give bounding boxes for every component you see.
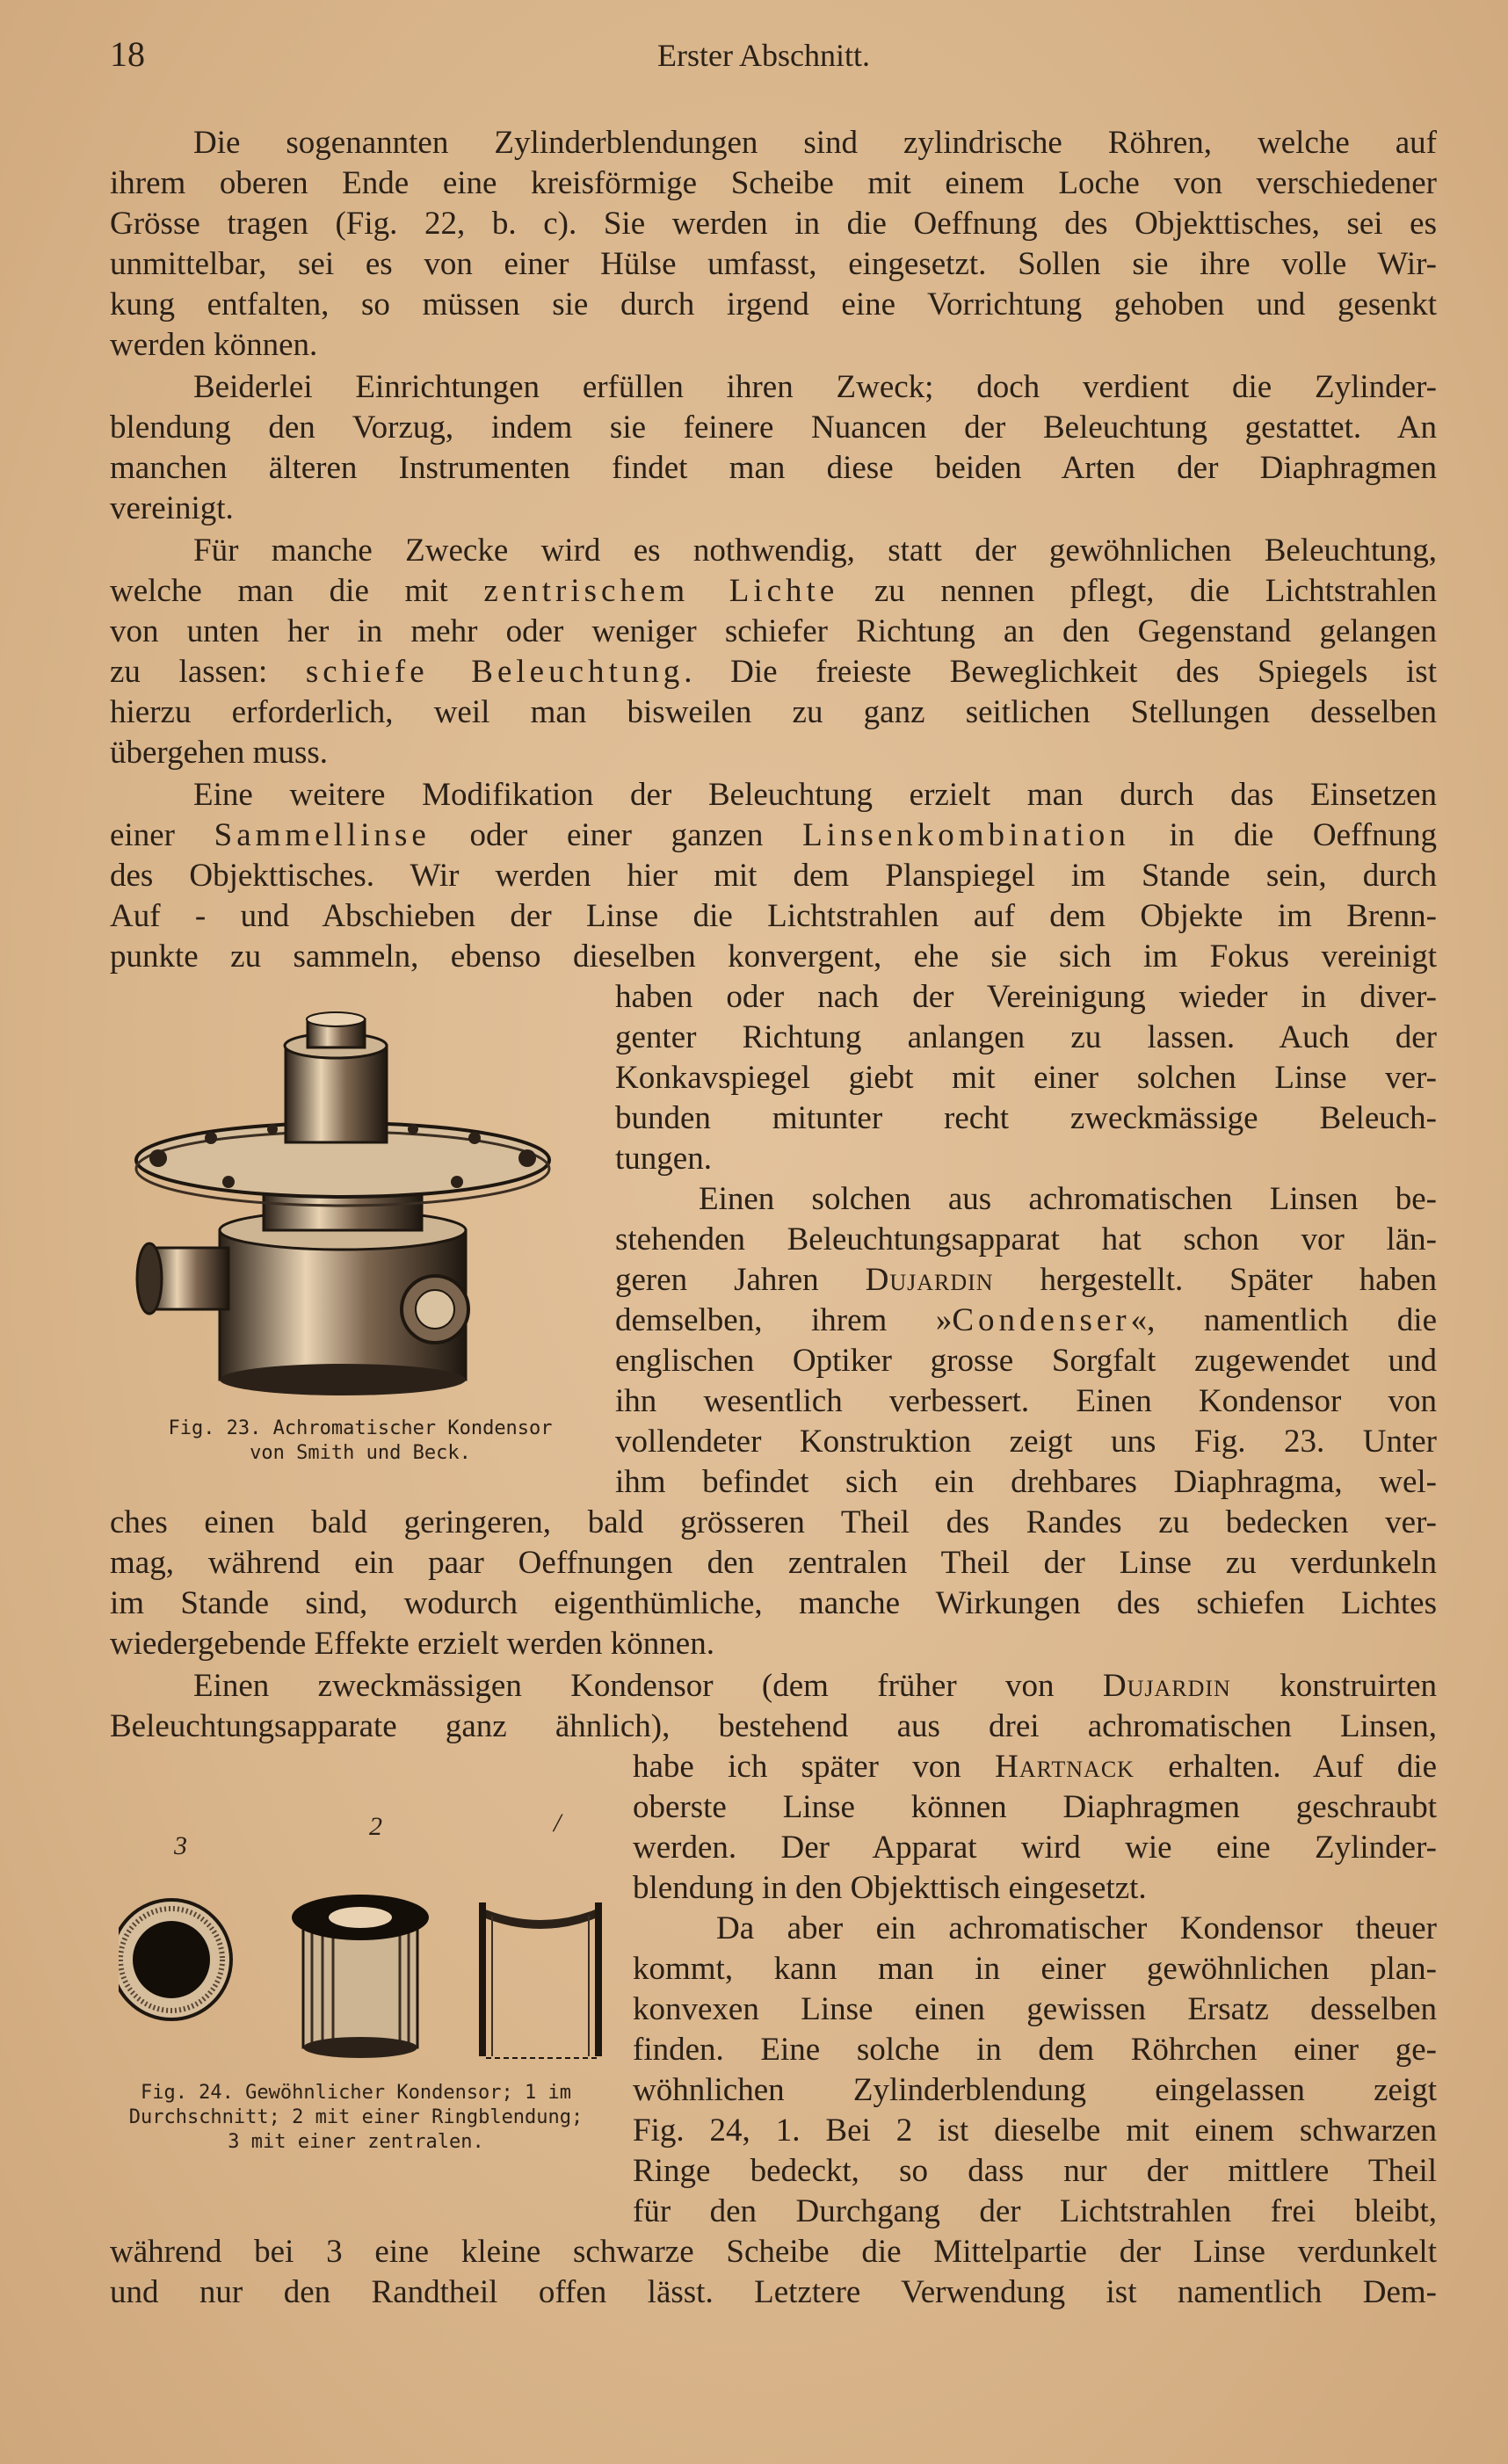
text-line: genter Richtung anlangen zu lassen. Auch der: [615, 1019, 1437, 1055]
text-line: einer Sammellinse oder einer ganzen Linsenkombination in die Oeffnung: [110, 817, 1437, 853]
text-line: Beiderlei Einrichtungen erfüllen ihren Zweck; doch verdient die Zylinder-: [193, 369, 1437, 405]
text-line: konvexen Linse einen gewissen Ersatz desselben: [633, 1991, 1437, 2027]
text-line: ihn wesentlich verbessert. Einen Kondensor von: [615, 1383, 1437, 1419]
fig24-item-2: [292, 1895, 429, 2058]
text-line: unmittelbar, sei es von einer Hülse umfasst, eingesetzt. Sollen sie ihre volle Wir-: [110, 246, 1437, 282]
text-line: kung entfalten, so müssen sie durch irgend eine Vorrichtung gehoben und gesenkt: [110, 286, 1437, 322]
fig24-item-3: [119, 1900, 231, 2019]
text-line: tungen.: [615, 1141, 712, 1177]
text-line: mag, während ein paar Oeffnungen den zentralen Theil der Linse zu verdunkeln: [110, 1545, 1437, 1581]
spaced-emphasis: Condenser: [952, 1302, 1131, 1338]
text-line: Da aber ein achromatischer Kondensor theuer: [716, 1910, 1437, 1946]
text-line: wiedergebende Effekte erzielt werden können.: [110, 1626, 714, 1662]
fig23-caption: Fig. 23. Achromatischer Kondensor von Smith und Beck.: [168, 1417, 553, 1464]
spaced-emphasis: schiefe Beleuchtung: [305, 654, 685, 690]
text-line: haben oder nach der Vereinigung wieder in diver-: [615, 979, 1437, 1015]
text-line: blendung in den Objekttisch eingesetzt.: [633, 1870, 1147, 1906]
text-line: vereinigt.: [110, 490, 234, 526]
text-line: werden. Der Apparat wird wie eine Zylinder-: [633, 1830, 1437, 1866]
fig24-label-1: /: [554, 1808, 562, 1837]
text-line: Konkavspiegel giebt mit einer solchen Linse ver-: [615, 1060, 1437, 1096]
text-line: demselben, ihrem »Condenser«, namentlich die: [615, 1302, 1437, 1338]
spaced-emphasis: Sammellinse: [214, 817, 431, 853]
text-line: Die sogenannten Zylinderblendungen sind zylindrische Röhren, welche auf: [193, 125, 1437, 161]
text-line: Auf - und Abschieben der Linse die Lichtstrahlen auf dem Objekte im Brenn-: [110, 898, 1437, 934]
text-line: blendung den Vorzug, indem sie feinere Nuancen der Beleuchtung gestattet. An: [110, 409, 1437, 446]
text-line: für den Durchgang der Lichtstrahlen frei bleibt,: [633, 2193, 1437, 2229]
fig24-label-3: 3: [174, 1831, 187, 1860]
text-line: Grösse tragen (Fig. 22, b. c). Sie werden in die Oeffnung des Objekttisches, sei es: [110, 206, 1437, 242]
text-line: englischen Optiker grosse Sorgfalt zugewendet und: [615, 1343, 1437, 1379]
text-line: während bei 3 eine kleine schwarze Scheibe die Mittelpartie der Linse verdunkelt: [110, 2234, 1437, 2270]
text-line: Beleuchtungsapparate ganz ähnlich), bestehend aus drei achromatischen Linsen,: [110, 1708, 1437, 1744]
text-line: oberste Linse können Diaphragmen geschraubt: [633, 1789, 1437, 1825]
text-line: habe ich später von Hartnack erhalten. Auf die: [633, 1749, 1437, 1785]
small-caps-name: Dujardin: [1102, 1668, 1231, 1704]
spaced-emphasis: Linsenkombination: [802, 817, 1130, 853]
text-line: manchen älteren Instrumenten findet man diese beiden Arten der Diaphragmen: [110, 450, 1437, 486]
text-line: welche man die mit zentrischem Lichte zu nennen pflegt, die Lichtstrahlen: [110, 573, 1437, 609]
text-line: stehenden Beleuchtungsapparat hat schon vor län-: [615, 1221, 1437, 1257]
page-number: 18: [110, 34, 145, 74]
text-line: Einen solchen aus achromatischen Linsen be-: [699, 1181, 1437, 1217]
fig24-item-1: [479, 1902, 602, 2058]
small-caps-name: Hartnack: [995, 1749, 1135, 1785]
text-line: wöhnlichen Zylinderblendung eingelassen zeigt: [633, 2072, 1437, 2108]
text-line: und nur den Randtheil offen lässt. Letztere Verwendung ist namentlich Dem-: [110, 2274, 1437, 2310]
text-line: Fig. 24, 1. Bei 2 ist dieselbe mit einem schwarzen: [633, 2113, 1437, 2149]
text-line: ches einen bald geringeren, bald grösseren Theil des Randes zu bedecken ver-: [110, 1504, 1437, 1540]
small-caps-name: Dujardin: [865, 1262, 994, 1298]
text-line: bunden mitunter recht zweckmässige Beleuch-: [615, 1100, 1437, 1136]
text-line: Für manche Zwecke wird es nothwendig, statt der gewöhnlichen Beleuchtung,: [193, 533, 1437, 569]
text-line: des Objekttisches. Wir werden hier mit dem Planspiegel im Stande sein, durch: [110, 858, 1437, 894]
text-line: hierzu erforderlich, weil man bisweilen zu ganz seitlichen Stellungen desselben: [110, 694, 1437, 730]
text-line: Einen zweckmässigen Kondensor (dem früher von Dujardin konstruirten: [193, 1668, 1437, 1704]
text-line: vollendeter Konstruktion zeigt uns Fig. 23. Unter: [615, 1424, 1437, 1460]
fig24-label-2: 2: [369, 1812, 382, 1841]
fig23-condenser-illustration: [123, 1011, 598, 1397]
fig24-caption: Fig. 24. Gewöhnlicher Kondensor; 1 im Durchschnitt; 2 mit einer Ringblendung; 3 mit einer zentralen.: [128, 2082, 584, 2153]
text-line: Eine weitere Modifikation der Beleuchtung erzielt man durch das Einsetzen: [193, 777, 1437, 813]
text-line: kommt, kann man in einer gewöhnlichen plan-: [633, 1951, 1437, 1987]
text-line: von unten her in mehr oder weniger schiefer Richtung an den Gegenstand gelangen: [110, 613, 1437, 649]
text-line: punkte zu sammeln, ebenso dieselben konvergent, ehe sie sich im Fokus vereinigt: [110, 938, 1437, 975]
text-line: finden. Eine solche in dem Röhrchen einer ge-: [633, 2032, 1437, 2068]
text-line: im Stande sind, wodurch eigenthümliche, manche Wirkungen des schiefen Lichtes: [110, 1585, 1437, 1621]
text-line: ihrem oberen Ende eine kreisförmige Scheibe mit einem Loche von verschiedener: [110, 165, 1437, 201]
running-title: Erster Abschnitt.: [657, 38, 870, 73]
text-line: übergehen muss.: [110, 735, 328, 771]
spaced-emphasis: zentrischem Lichte: [483, 573, 839, 609]
text-line: Ringe bedeckt, so dass nur der mittlere Theil: [633, 2153, 1437, 2189]
text-line: werden können.: [110, 327, 318, 363]
text-line: geren Jahren Dujardin hergestellt. Später haben: [615, 1262, 1437, 1298]
text-line: zu lassen: schiefe Beleuchtung. Die freieste Beweglichkeit des Spiegels ist: [110, 654, 1437, 690]
fig24-condenser-illustrations: [119, 1854, 628, 2065]
text-line: ihm befindet sich ein drehbares Diaphragma, wel-: [615, 1464, 1437, 1500]
